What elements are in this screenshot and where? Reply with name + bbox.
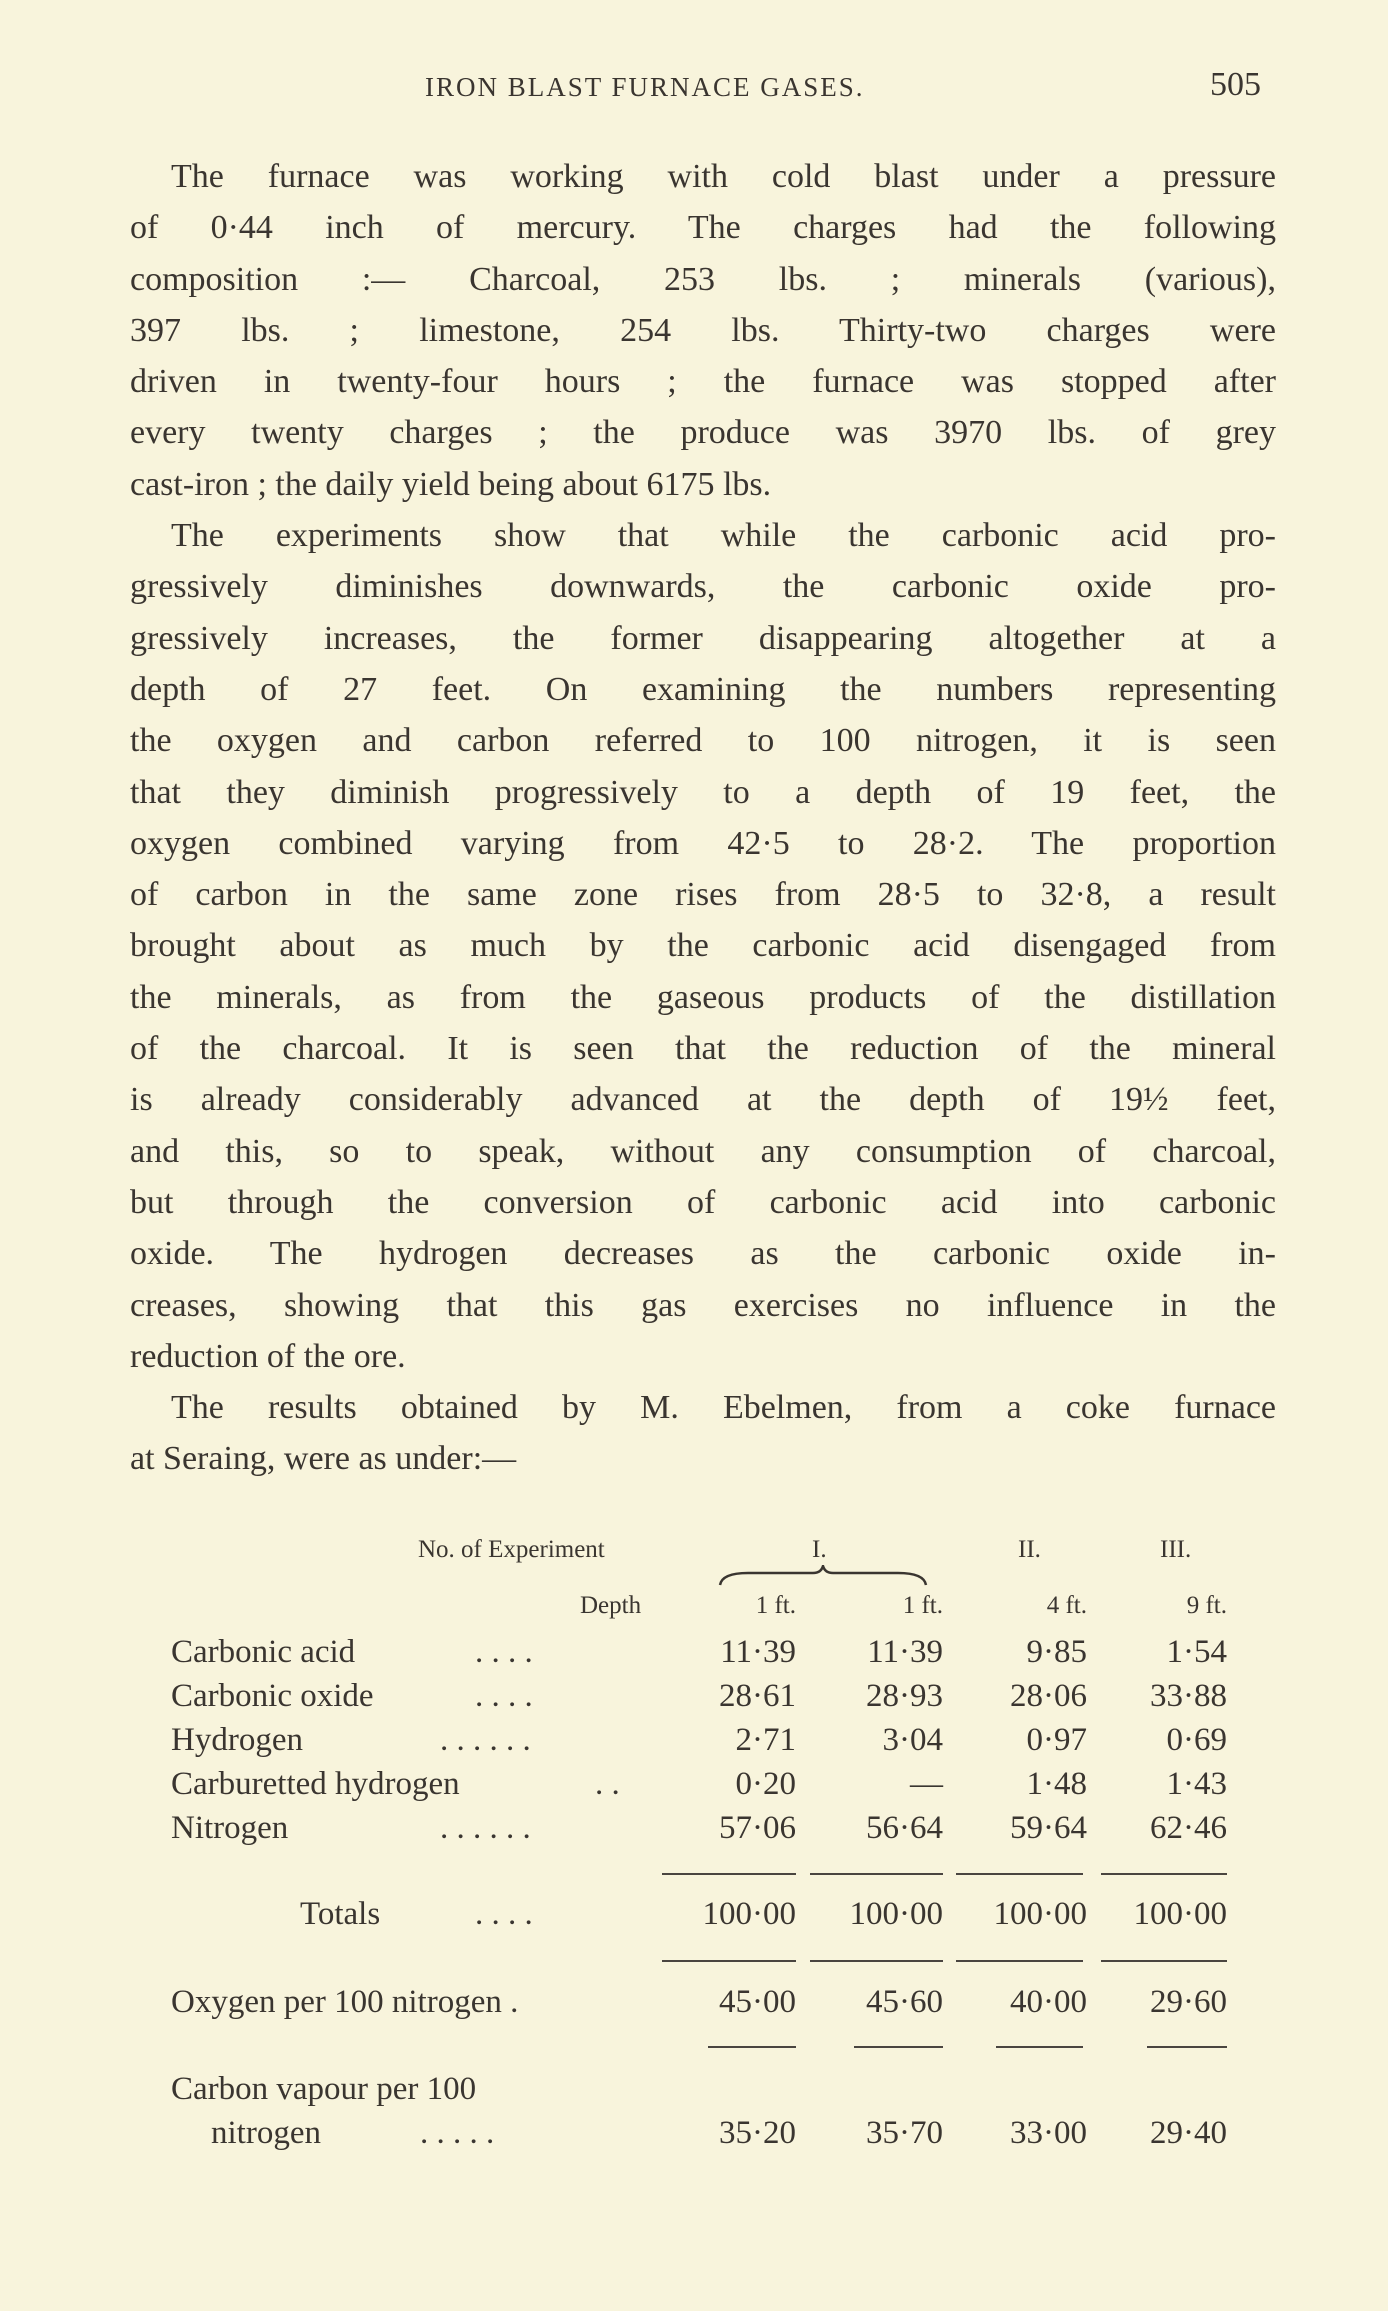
table-cell: 11·39	[720, 1634, 796, 1670]
leader-dots: . .	[595, 1766, 620, 1802]
text-line: brought about as much by the carbonic acid disengaged from	[130, 927, 1276, 965]
running-head: IRON BLAST FURNACE GASES.	[425, 72, 865, 102]
table-cell: 9·85	[1026, 1634, 1087, 1670]
leader-dots: . . . .	[475, 1896, 533, 1932]
table-cell: 1·54	[1166, 1634, 1227, 1670]
table-cell: 29·40	[1150, 2115, 1227, 2151]
table-cell: 28·61	[719, 1678, 796, 1714]
table-cell: 59·64	[1010, 1810, 1087, 1846]
text-line: 397 lbs. ; limestone, 254 lbs. Thirty-two charges were	[130, 311, 1276, 349]
table-cell: 0·20	[735, 1766, 796, 1802]
text-line: every twenty charges ; the produce was 3970 lbs. of grey	[130, 414, 1276, 452]
text-line: cast-iron ; the daily yield being about 6175 lbs.	[130, 465, 772, 503]
table-cell: 35·70	[866, 2115, 943, 2151]
table-cell: 33·00	[1010, 2115, 1087, 2151]
table-cell: 33·88	[1150, 1678, 1227, 1714]
row-label: Hydrogen	[171, 1722, 303, 1758]
text-line: depth of 27 feet. On examining the numbers representing	[130, 670, 1276, 708]
table-cell: 3·04	[882, 1722, 943, 1758]
table-rule	[1101, 1960, 1227, 1962]
row-label: Carbon vapour per 100	[171, 2071, 477, 2107]
text-line: oxygen combined varying from 42·5 to 28·2. The proportion	[130, 824, 1276, 862]
text-line: the minerals, as from the gaseous products of the distillation	[130, 978, 1276, 1016]
text-line: of the charcoal. It is seen that the reduction of the mineral	[130, 1030, 1276, 1068]
table-cell: 0·69	[1166, 1722, 1227, 1758]
text-line: The furnace was working with cold blast under a pressure	[171, 158, 1276, 195]
depth-label: Depth	[580, 1592, 642, 1619]
table-cell: 62·46	[1150, 1810, 1227, 1846]
leader-dots: . . . . . .	[440, 1810, 531, 1846]
table-cell: 100·00	[993, 1896, 1087, 1932]
table-cell: 11·39	[867, 1634, 943, 1670]
body-text	[130, 151, 1276, 1485]
table-cell: 1·48	[1026, 1766, 1087, 1802]
text-line: creases, showing that this gas exercises no influence in the	[130, 1286, 1276, 1324]
table-cell: 56·64	[866, 1810, 943, 1846]
text-line: gressively increases, the former disappearing altogether at a	[130, 619, 1276, 657]
row-label: Oxygen per 100 nitrogen .	[171, 1984, 519, 2020]
table-cell: 0·97	[1026, 1722, 1087, 1758]
table-cell: 29·60	[1150, 1984, 1227, 2020]
table-rule	[996, 2046, 1083, 2048]
table-rule	[854, 2046, 943, 2048]
depth: 1 ft.	[755, 1592, 796, 1619]
text-line: of 0·44 inch of mercury. The charges had the following	[130, 209, 1276, 247]
table-rule	[810, 1873, 943, 1875]
experiment-label: No. of Experiment	[418, 1536, 605, 1563]
table-cell: 45·00	[719, 1984, 796, 2020]
leader-dots: . . . . .	[420, 2115, 495, 2151]
text-line: but through the conversion of carbonic acid into carbonic	[130, 1183, 1276, 1221]
experiment-1: I.	[812, 1536, 827, 1563]
text-line: The results obtained by M. Ebelmen, from a coke furnace	[171, 1389, 1276, 1427]
leader-dots: . . . . . .	[440, 1722, 531, 1758]
table-cell: 45·60	[866, 1984, 943, 2020]
text-line: the oxygen and carbon referred to 100 nitrogen, it is seen	[130, 722, 1276, 760]
table-cell: 28·93	[866, 1678, 943, 1714]
text-line: gressively diminishes downwards, the carbonic oxide pro-	[130, 568, 1276, 606]
text-line: reduction of the ore.	[130, 1337, 406, 1375]
experiment-3: III.	[1160, 1536, 1192, 1563]
table-rule	[662, 1873, 796, 1875]
text-line: of carbon in the same zone rises from 28·5 to 32·8, a result	[130, 876, 1276, 914]
table-rule	[1147, 2046, 1227, 2048]
text-line: is already considerably advanced at the depth of 19½ feet,	[130, 1081, 1276, 1119]
text-line: composition :— Charcoal, 253 lbs. ; minerals (various),	[130, 260, 1276, 298]
row-label: Carbonic oxide	[171, 1678, 374, 1714]
table-cell: 100·00	[849, 1896, 943, 1932]
table-rule	[956, 1873, 1083, 1875]
table-cell: 35·20	[719, 2115, 796, 2151]
depth: 1 ft.	[902, 1592, 943, 1619]
table-cell: 1·43	[1166, 1766, 1227, 1802]
table-cell: 28·06	[1010, 1678, 1087, 1714]
brace	[718, 1565, 928, 1587]
row-label: Carbonic acid	[171, 1634, 356, 1670]
row-label: nitrogen	[211, 2115, 321, 2151]
table-cell: 100·00	[702, 1896, 796, 1932]
table-rule	[662, 1960, 796, 1962]
table-cell: 40·00	[1010, 1984, 1087, 2020]
row-label: Nitrogen	[171, 1810, 289, 1846]
table-cell: 100·00	[1133, 1896, 1227, 1932]
text-line: driven in twenty-four hours ; the furnace was stopped after	[130, 363, 1276, 401]
experiment-2: II.	[1018, 1536, 1041, 1563]
text-line: and this, so to speak, without any consumption of charcoal,	[130, 1132, 1276, 1170]
text-line: that they diminish progressively to a depth of 19 feet, the	[130, 773, 1276, 811]
table-rule	[1101, 1873, 1227, 1875]
table-rule	[708, 2046, 796, 2048]
text-line: The experiments show that while the carbonic acid pro-	[171, 517, 1276, 555]
table-rule	[956, 1960, 1083, 1962]
leader-dots: . . . .	[475, 1634, 533, 1670]
totals-label: Totals	[300, 1896, 381, 1932]
table-cell: 2·71	[735, 1722, 796, 1758]
depth: 9 ft.	[1186, 1592, 1227, 1619]
depth: 4 ft.	[1046, 1592, 1087, 1619]
row-label: Carburetted hydrogen	[171, 1766, 460, 1802]
text-line: at Seraing, were as under:—	[130, 1440, 517, 1478]
table-rule	[810, 1960, 943, 1962]
text-line: oxide. The hydrogen decreases as the carbonic oxide in-	[130, 1235, 1276, 1273]
table-cell: 57·06	[719, 1810, 796, 1846]
table-cell: —	[910, 1766, 943, 1802]
page-number: 505	[1210, 66, 1261, 103]
leader-dots: . . . .	[475, 1678, 533, 1714]
